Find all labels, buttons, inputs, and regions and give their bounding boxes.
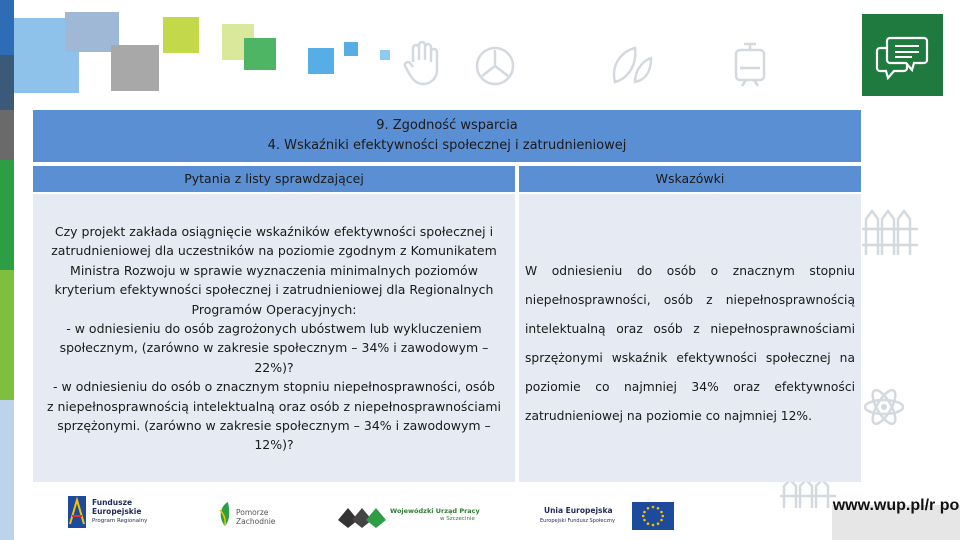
color-strip-4 (0, 160, 14, 270)
color-strip-2 (0, 55, 14, 110)
eu-funds-star-icon (66, 494, 88, 530)
question-line: społecznym, (zarówno w zakresie społecznym – 34% i zawodowym – (59, 340, 489, 356)
logo2-line1: Pomorze (236, 508, 269, 517)
fence-icon (862, 205, 918, 261)
color-strip-3 (0, 110, 14, 160)
deco-square (344, 42, 358, 56)
question-line: zatrudnieniowej dla uczestników na poziomie zgodnym z Komunikatem (51, 243, 497, 259)
column-header-guidance: Wskazówki (519, 166, 861, 192)
logo-unia-europejska (540, 500, 676, 532)
logo3-line2: w Szczecinie (440, 516, 475, 522)
question-text (39, 222, 509, 455)
question-line: z niepełnosprawnością intelektualną oraz osób z niepełnosprawnościami (46, 398, 502, 414)
question-cell (33, 194, 515, 482)
column-header-questions: Pytania z listy sprawdzającej (33, 166, 515, 192)
chat-box (862, 14, 943, 96)
color-strip-1 (0, 0, 14, 55)
color-strip-5 (0, 270, 14, 400)
eu-flag-icon (632, 502, 674, 530)
guidance-cell (519, 194, 861, 482)
deco-square (163, 17, 199, 53)
logo1-line2: Europejskie (92, 507, 142, 516)
question-line: Ministra Rozwoju w sprawie wyznaczenia minimalnych poziomów (70, 262, 478, 278)
chat-bubbles-icon (862, 14, 943, 96)
fence-icon (780, 478, 836, 512)
deco-square (380, 50, 390, 60)
question-line: Czy projekt zakłada osiągnięcie wskaźników efektywności społecznej i (54, 224, 494, 239)
hand-icon (403, 40, 443, 92)
logo-fundusze-europejskie (66, 494, 156, 532)
question-line: - w odniesieniu do osób o znacznym stopniu niepełnosprawności, osób (53, 379, 495, 395)
question-line: 22%)? (254, 359, 294, 375)
logo-pomorze-zachodnie (216, 500, 282, 532)
logo3-line1: Wojewódzki Urząd Pracy (390, 507, 480, 515)
logo4-line2: Europejski Fundusz Społeczny (540, 518, 615, 524)
website-link[interactable]: www.wup.pl/r po (832, 497, 960, 514)
table-title-bar (33, 110, 861, 162)
leaves-icon (605, 42, 655, 94)
pomorze-leaf-icon (216, 500, 234, 528)
logo4-line1: Unia Europejska (544, 506, 613, 515)
color-strip-6 (0, 400, 14, 540)
question-line: - w odniesieniu do osób zagrożonych ubóstwem lub wykluczeniem (66, 321, 482, 337)
question-line: 12%)? (254, 437, 294, 453)
atom-icon (862, 385, 906, 433)
logo2-line2: Zachodnie (236, 517, 276, 526)
section-title: 9. Zgodność wsparcia (376, 118, 518, 133)
checklist-table (33, 110, 861, 482)
subsection-title: 4. Wskaźniki efektywności społecznej i zatrudnieniowej (267, 138, 627, 153)
deco-square (308, 48, 334, 74)
guidance-text: W odniesieniu do osób o znacznym stopniu niepełnosprawności, osób z niepełnosprawnością intelektualną oraz osób z niepełnosprawnościami sprzężonymi wskaźnik efektywności społecznej na poziomie co najmniej 34% oraz efektywności zatrudnieniowej na poziomie co najmniej 12%. (525, 264, 855, 423)
deco-square (244, 38, 276, 70)
question-line: Programów Operacyjnych: (191, 301, 357, 317)
recycle-icon (470, 42, 520, 94)
question-line: sprzężonymi. (zarówno w zakresie społecznym – 34% i zawodowym – (57, 418, 491, 434)
train-icon (730, 40, 770, 94)
wup-blocks-icon (336, 500, 388, 530)
deco-square (111, 45, 159, 91)
question-line: kryterium efektywności społecznej i zatrudnieniowej dla Regionalnych (54, 282, 494, 298)
logo1-line1: Fundusze (92, 498, 133, 507)
logo-wup (336, 498, 482, 532)
logo1-line3: Program Regionalny (92, 518, 148, 524)
